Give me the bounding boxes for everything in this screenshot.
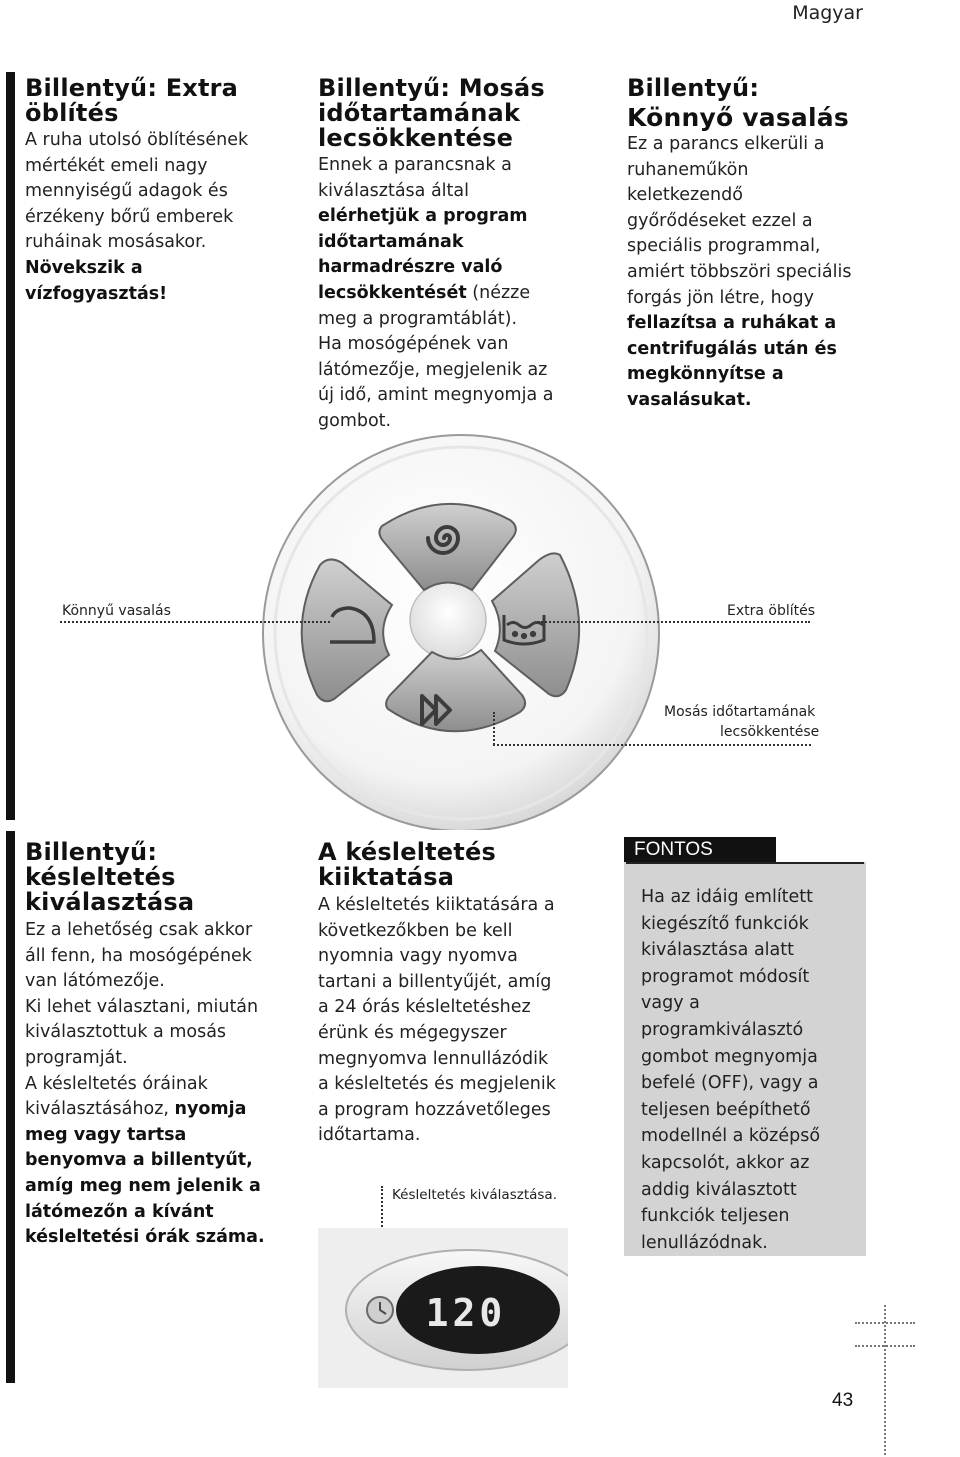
text-delay-select-2: Ki lehet választani, miután kiválasztottuk a mosás programját. — [25, 996, 259, 1068]
sidebar-bar-bottom — [6, 831, 15, 1383]
language-label: Magyar — [792, 2, 863, 24]
heading-delay-cancel: A késleltetés kiiktatása — [318, 838, 496, 891]
heading-time-reduce: Billentyű: Mosás időtartamának lecsökkentése — [318, 74, 545, 152]
heading-easy-iron-1: Billentyű: — [627, 74, 760, 102]
bold-easy-iron: fellazítsa a ruhákat a centrifugálás után és megkönnyítse a vasalásukat. — [627, 313, 837, 410]
leader-easy-iron — [60, 621, 330, 623]
heading-delay-select: Billentyű: késleltetés kiválasztása — [25, 838, 195, 916]
label-easy-iron: Könnyű vasalás — [62, 603, 171, 619]
bold-delay-select: nyomja meg vagy tartsa benyomva a billentyűt, amíg meg nem jelenik a látómezőn a kívánt késleltetési órák száma. — [25, 1099, 265, 1248]
text-delay-cancel: A késleltetés kiiktatására a következőkben be kell nyomnia vagy nyomva tartani a billentyűjét, amíg a 24 órás késleltetéshez érünk és mégegyszer megnyomva lennullázódik a késleltetés és megjelenik a program hozzávetőleges időtartama. — [318, 895, 556, 1146]
leader-extra-rinse — [538, 621, 810, 623]
leader-time-reduce-vertical — [493, 712, 495, 745]
label-time-reduce-1: Mosás időtartamának — [664, 704, 816, 720]
display-caption: Késleltetés kiválasztása. — [392, 1187, 557, 1203]
section-delay-cancel — [318, 840, 563, 1149]
label-extra-rinse: Extra öblítés — [727, 603, 816, 619]
text-time-reduce-2: (nézze meg a programtáblát). — [318, 282, 531, 329]
delay-display-illustration — [318, 1228, 568, 1388]
label-time-reduce-2: lecsökkentése — [720, 724, 820, 740]
bold-extra-rinse: Növekszik a vízfogyasztás! — [25, 257, 168, 304]
display-value: 120 — [425, 1291, 507, 1335]
text-easy-iron: Ez a parancs elkerüli a ruhaneműkön keletkezendő győrődéseket ezzel a speciális programmal, amiért többszöri speciális forgás jön létre, hogy — [627, 134, 852, 308]
heading-extra-rinse: Billentyű: Extra öblítés — [25, 74, 239, 127]
fontos-text: Ha az idáig említett kiegészítő funkciók kiválasztása alatt programot módosít vagy a programkiválasztó gombot megnyomja befelé (OFF), vagy a teljesen beépíthető modellnél a középső kapcsolót, akkor az addig kiválasztott funkciók teljesen lenullázódnak. — [641, 887, 821, 1253]
text-extra-rinse: A ruha utolsó öblítésének mértékét emeli nagy mennyiségű adagok és érzékeny bőrű emberek ruháinak mosásakor. — [25, 130, 249, 253]
fontos-tag: FONTOS — [624, 837, 776, 862]
crop-mark-horizontal-2 — [855, 1345, 915, 1347]
text-time-reduce-1: Ennek a parancsnak a kiválasztása által — [318, 155, 512, 201]
bold-time-reduce: elérhetjük a program időtartamának harmadrészre való lecsökkentését — [318, 206, 528, 303]
text-delay-select-1: Ez a lehetőség csak akkor áll fenn, ha mosógépének van látómezője. — [25, 920, 253, 992]
leader-time-reduce — [493, 744, 811, 746]
text-delay-select-3: A késleltetés óráinak kiválasztásához, — [25, 1073, 208, 1120]
heading-easy-iron-2: Könnyő vasalás — [627, 103, 849, 132]
crop-mark-horizontal-1 — [855, 1322, 915, 1324]
page-number: 43 — [832, 1390, 854, 1411]
text-time-reduce-3: Ha mosógépének van látómezője, megjelenik az új idő, amint megnyomja a gombot. — [318, 334, 554, 431]
crop-mark-vertical — [884, 1305, 886, 1455]
control-panel-center — [410, 582, 486, 658]
section-delay-select — [25, 840, 265, 1251]
